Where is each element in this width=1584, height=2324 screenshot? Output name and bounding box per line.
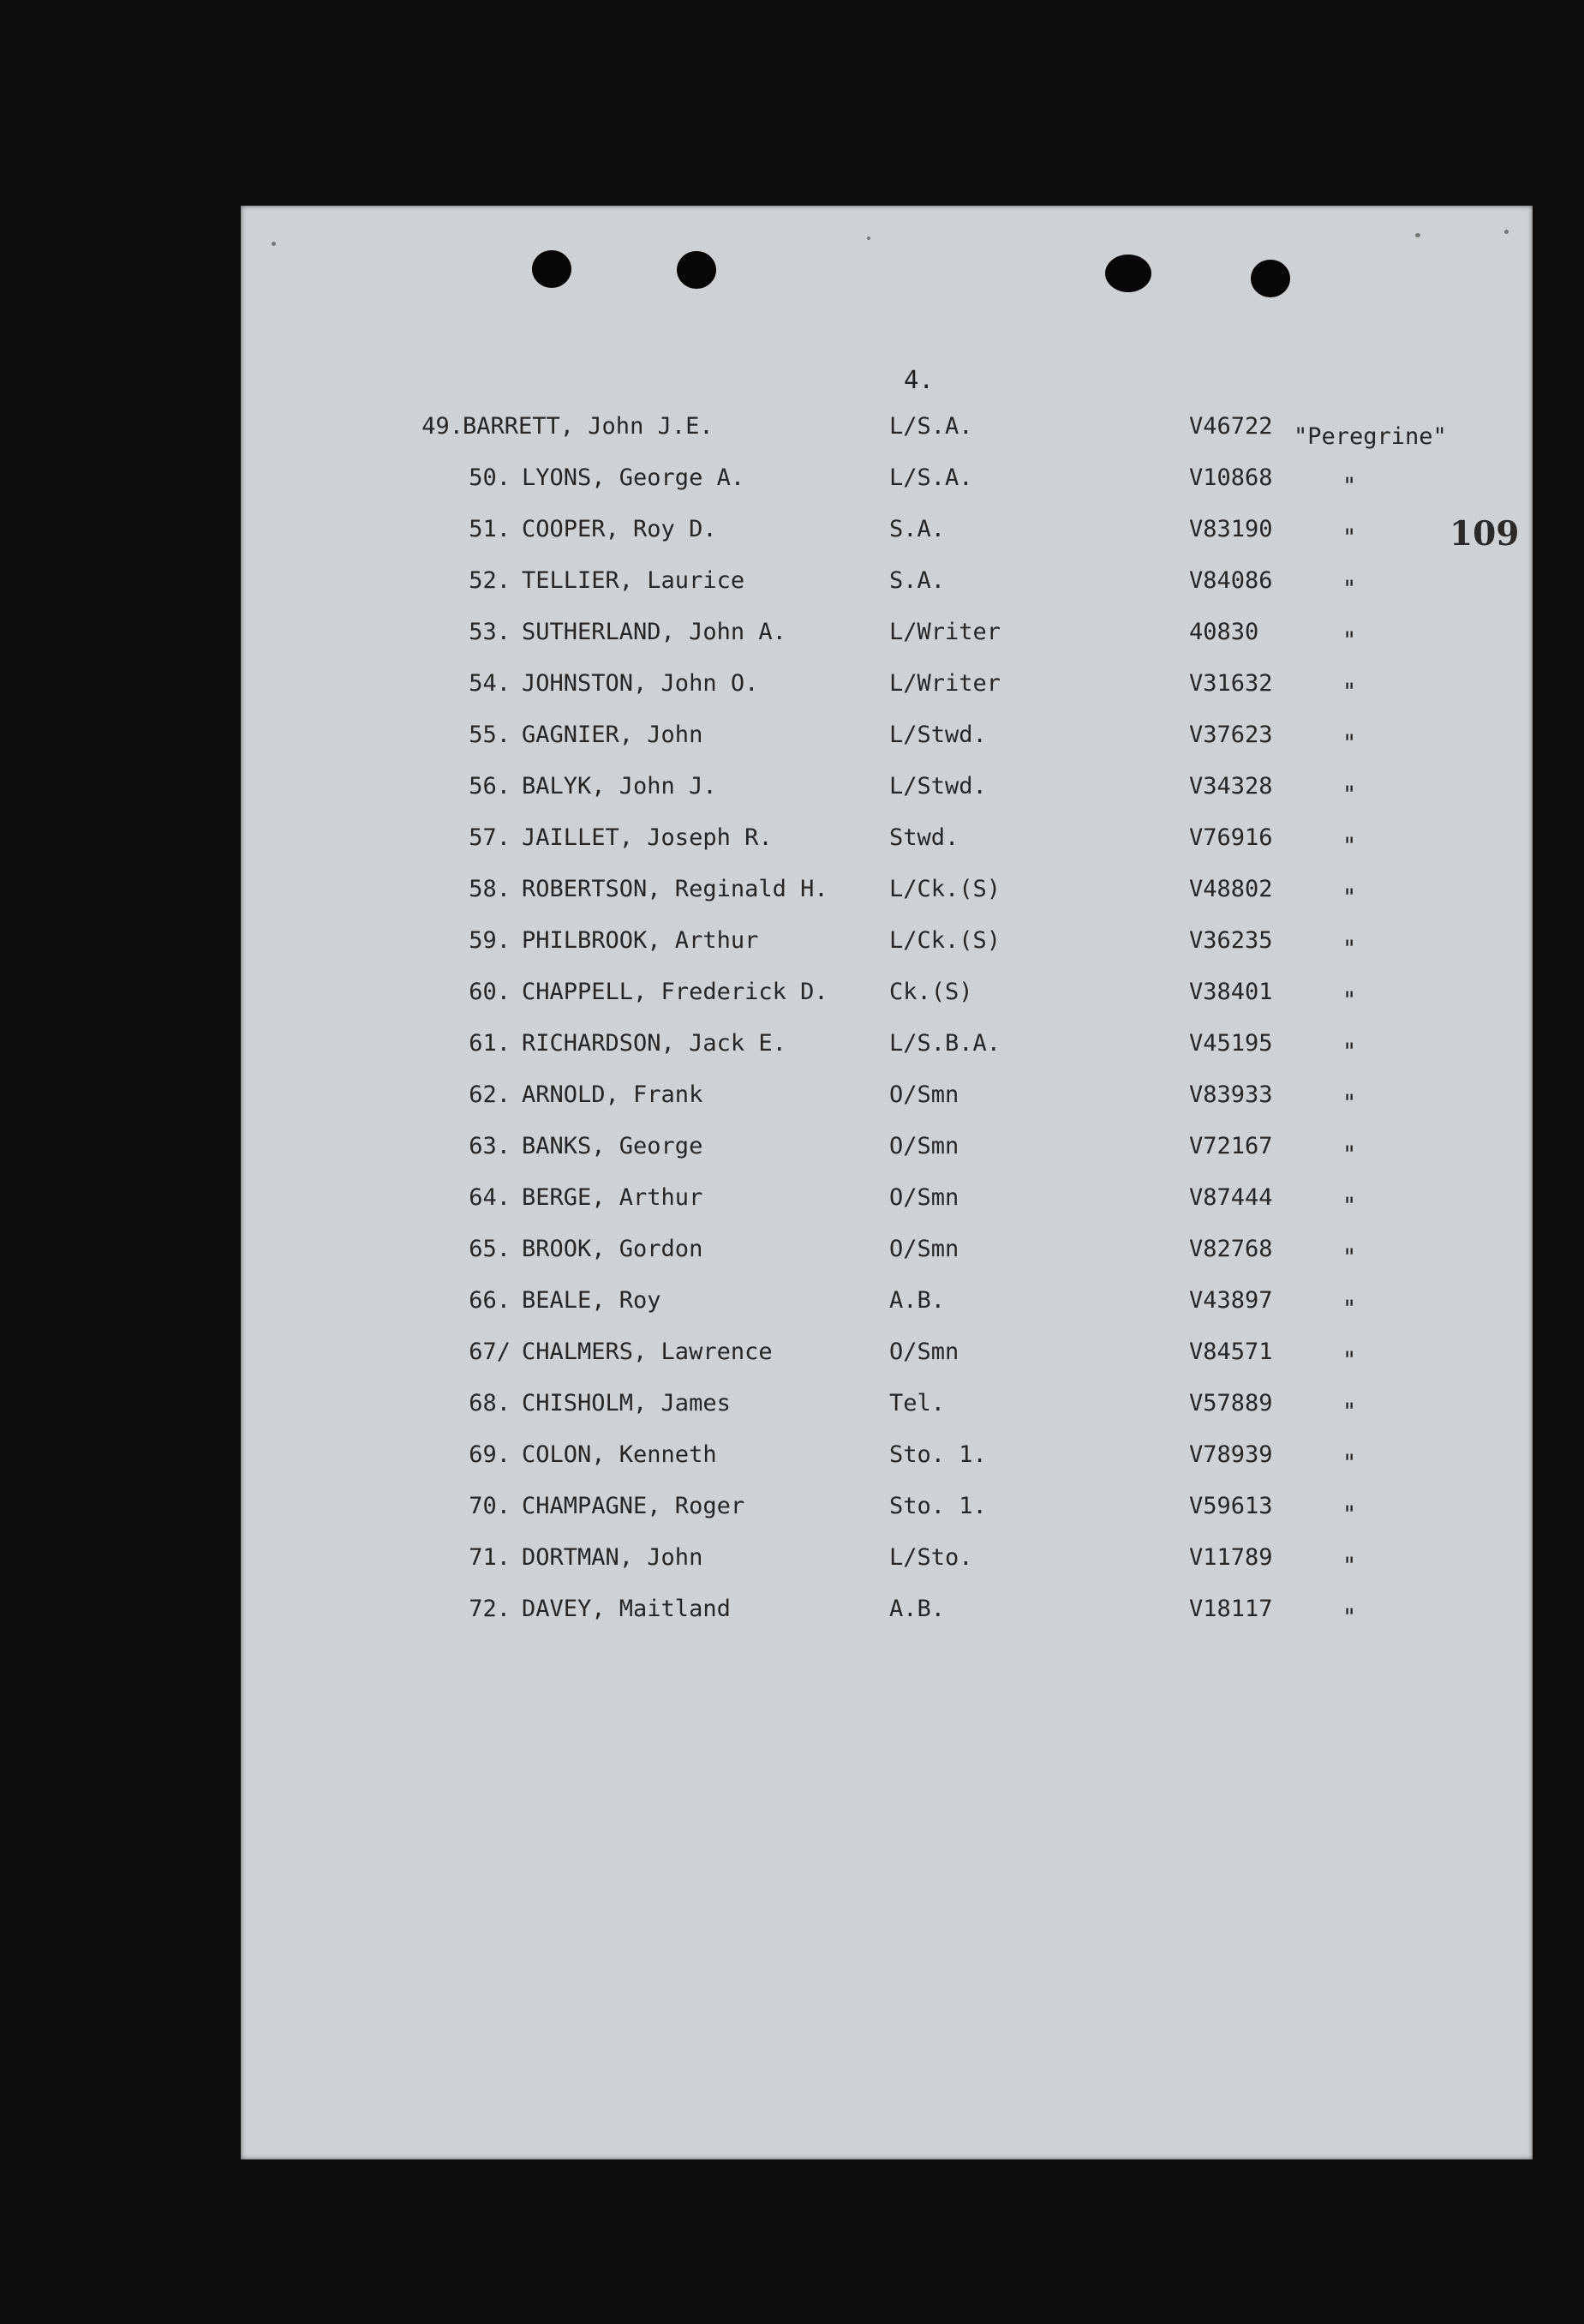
roster-row <box>0 1596 1584 1638</box>
roster-row <box>0 876 1584 919</box>
roster-row <box>0 516 1584 559</box>
crew-rating: O/Smn <box>889 1184 959 1211</box>
ditto-mark: " <box>1342 730 1357 757</box>
ditto-mark: " <box>1342 1604 1357 1631</box>
roster-row <box>0 1339 1584 1381</box>
entry-number: 59. <box>469 927 511 954</box>
entry-number: 72. <box>469 1596 511 1622</box>
entry-number: 71. <box>469 1544 511 1571</box>
entry-number: 50. <box>469 464 511 491</box>
official-number: V76916 <box>1189 824 1273 851</box>
roster-row <box>0 1441 1584 1484</box>
crew-rating: O/Smn <box>889 1133 959 1159</box>
ditto-mark: " <box>1342 884 1357 911</box>
crew-rating: L/Stwd. <box>889 773 987 800</box>
crew-rating: O/Smn <box>889 1081 959 1108</box>
official-number: V87444 <box>1189 1184 1273 1211</box>
official-number: V78939 <box>1189 1441 1273 1468</box>
official-number: V36235 <box>1189 927 1273 954</box>
official-number: V43897 <box>1189 1287 1273 1314</box>
official-number: V48802 <box>1189 876 1273 902</box>
official-number: V10868 <box>1189 464 1273 491</box>
crew-rating: Tel. <box>889 1390 946 1417</box>
crew-name: PHILBROOK, Arthur <box>522 927 759 954</box>
entry-number: 64. <box>469 1184 511 1211</box>
entry-number: 65. <box>469 1236 511 1262</box>
ship-name: "Peregrine" <box>1294 423 1447 450</box>
entry-number: 57. <box>469 824 511 851</box>
crew-name: BALYK, John J. <box>522 773 717 800</box>
official-number: 40830 <box>1189 619 1259 645</box>
ditto-mark: " <box>1342 1141 1357 1168</box>
crew-name: ROBERTSON, Reginald H. <box>522 876 828 902</box>
crew-name: BANKS, George <box>522 1133 703 1159</box>
crew-name: COLON, Kenneth <box>522 1441 717 1468</box>
crew-name: TELLIER, Laurice <box>522 567 745 594</box>
crew-name: CHAPPELL, Frederick D. <box>522 979 828 1005</box>
roster-row <box>0 567 1584 610</box>
crew-rating: A.B. <box>889 1596 946 1622</box>
crew-rating: L/S.B.A. <box>889 1030 1001 1057</box>
ditto-mark: " <box>1342 1347 1357 1374</box>
crew-rating: Sto. 1. <box>889 1493 987 1519</box>
entry-number: 56. <box>469 773 511 800</box>
ditto-mark: " <box>1342 524 1357 551</box>
entry-number: 54. <box>469 670 511 697</box>
entry-number: 53. <box>469 619 511 645</box>
ditto-mark: " <box>1342 782 1357 808</box>
crew-name: BERGE, Arthur <box>522 1184 703 1211</box>
crew-rating: Ck.(S) <box>889 979 973 1005</box>
crew-name: ARNOLD, Frank <box>522 1081 703 1108</box>
roster-row <box>0 927 1584 970</box>
ditto-mark: " <box>1342 679 1357 705</box>
crew-rating: S.A. <box>889 567 946 594</box>
roster-row <box>0 1081 1584 1124</box>
entry-number: 55. <box>469 722 511 748</box>
crew-name: DORTMAN, John <box>522 1544 703 1571</box>
roster-row <box>0 619 1584 662</box>
entry-number: 58. <box>469 876 511 902</box>
entry-number: 60. <box>469 979 511 1005</box>
official-number: V72167 <box>1189 1133 1273 1159</box>
official-number: V84086 <box>1189 567 1273 594</box>
crew-name: JAILLET, Joseph R. <box>522 824 773 851</box>
crew-rating: L/Writer <box>889 670 1001 697</box>
roster-row <box>0 979 1584 1021</box>
roster-row <box>0 824 1584 867</box>
entry-number: 70. <box>469 1493 511 1519</box>
crew-name: RICHARDSON, Jack E. <box>522 1030 786 1057</box>
crew-rating: L/Writer <box>889 619 1001 645</box>
ditto-mark: " <box>1342 833 1357 860</box>
ditto-mark: " <box>1342 1296 1357 1322</box>
ditto-mark: " <box>1342 576 1357 602</box>
official-number: V18117 <box>1189 1596 1273 1622</box>
official-number: V84571 <box>1189 1339 1273 1365</box>
crew-rating: A.B. <box>889 1287 946 1314</box>
official-number: V57889 <box>1189 1390 1273 1417</box>
official-number: V83190 <box>1189 516 1273 542</box>
roster-row <box>0 1133 1584 1176</box>
official-number: V11789 <box>1189 1544 1273 1571</box>
crew-name: CHALMERS, Lawrence <box>522 1339 773 1365</box>
crew-name: CHAMPAGNE, Roger <box>522 1493 745 1519</box>
ditto-mark: " <box>1342 1399 1357 1425</box>
entry-number: 68. <box>469 1390 511 1417</box>
crew-name: BARRETT, John J.E. <box>463 413 714 440</box>
entry-number: 61. <box>469 1030 511 1057</box>
entry-number: 52. <box>469 567 511 594</box>
roster-row <box>0 1390 1584 1433</box>
crew-name: DAVEY, Maitland <box>522 1596 731 1622</box>
ditto-mark: " <box>1342 987 1357 1014</box>
crew-name: COOPER, Roy D. <box>522 516 717 542</box>
roster-row <box>0 1184 1584 1227</box>
page-number: 4. <box>904 365 934 394</box>
official-number: V31632 <box>1189 670 1273 697</box>
roster-row <box>0 670 1584 713</box>
crew-name: SUTHERLAND, John A. <box>522 619 786 645</box>
crew-name: JOHNSTON, John O. <box>522 670 759 697</box>
official-number: V45195 <box>1189 1030 1273 1057</box>
roster-row <box>0 1287 1584 1330</box>
ditto-mark: " <box>1342 1193 1357 1219</box>
crew-rating: L/Ck.(S) <box>889 876 1001 902</box>
roster-row <box>0 1030 1584 1073</box>
crew-rating: O/Smn <box>889 1236 959 1262</box>
crew-rating: Stwd. <box>889 824 959 851</box>
ditto-mark: " <box>1342 1090 1357 1117</box>
ditto-mark: " <box>1342 1244 1357 1271</box>
roster-row <box>0 1236 1584 1279</box>
entry-number: 63. <box>469 1133 511 1159</box>
roster-row <box>0 722 1584 764</box>
entry-number: 49. <box>421 413 463 440</box>
ditto-mark: " <box>1342 1450 1357 1476</box>
entry-number: 69. <box>469 1441 511 1468</box>
roster-row <box>0 1544 1584 1587</box>
official-number: V82768 <box>1189 1236 1273 1262</box>
ditto-mark: " <box>1342 473 1357 500</box>
folio-number: 109 <box>1450 514 1520 554</box>
official-number: V34328 <box>1189 773 1273 800</box>
crew-name: CHISHOLM, James <box>522 1390 731 1417</box>
roster-row <box>0 464 1584 507</box>
crew-name: BROOK, Gordon <box>522 1236 703 1262</box>
crew-rating: L/Stwd. <box>889 722 987 748</box>
entry-number: 62. <box>469 1081 511 1108</box>
ditto-mark: " <box>1342 1553 1357 1579</box>
ditto-mark: " <box>1342 627 1357 654</box>
entry-number: 51. <box>469 516 511 542</box>
crew-name: BEALE, Roy <box>522 1287 661 1314</box>
crew-rating: S.A. <box>889 516 946 542</box>
ditto-mark: " <box>1342 936 1357 962</box>
roster-row <box>0 1493 1584 1536</box>
ditto-mark: " <box>1342 1501 1357 1528</box>
roster-row <box>0 773 1584 816</box>
crew-rating: L/Ck.(S) <box>889 927 1001 954</box>
official-number: V59613 <box>1189 1493 1273 1519</box>
official-number: V38401 <box>1189 979 1273 1005</box>
crew-name: LYONS, George A. <box>522 464 745 491</box>
crew-rating: L/S.A. <box>889 464 973 491</box>
crew-rating: Sto. 1. <box>889 1441 987 1468</box>
entry-number: 66. <box>469 1287 511 1314</box>
crew-name: GAGNIER, John <box>522 722 703 748</box>
ditto-mark: " <box>1342 1039 1357 1065</box>
roster-row <box>0 413 1584 456</box>
crew-rating: L/S.A. <box>889 413 973 440</box>
entry-number: 67/ <box>469 1339 511 1365</box>
official-number: V46722 <box>1189 413 1273 440</box>
official-number: V37623 <box>1189 722 1273 748</box>
official-number: V83933 <box>1189 1081 1273 1108</box>
crew-rating: O/Smn <box>889 1339 959 1365</box>
crew-rating: L/Sto. <box>889 1544 973 1571</box>
